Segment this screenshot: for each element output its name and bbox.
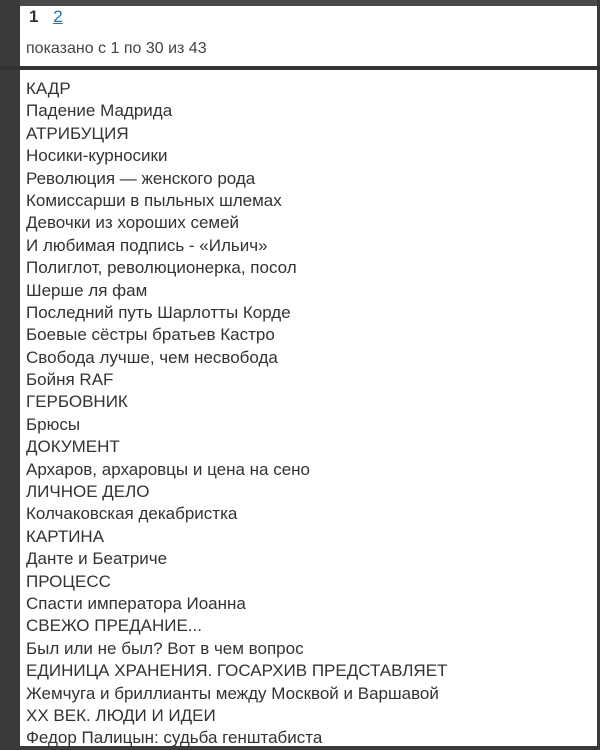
list-item[interactable]: Спасти императора Иоанна — [26, 593, 246, 613]
list-item[interactable]: ЛИЧНОЕ ДЕЛО — [26, 482, 150, 502]
list-item[interactable]: СВЕЖО ПРЕДАНИЕ... — [26, 616, 202, 636]
list-separator — [0, 66, 600, 70]
pagination-area — [26, 6, 586, 60]
list-item[interactable]: XX ВЕК. ЛЮДИ И ИДЕИ — [26, 705, 216, 725]
list-item[interactable]: ГЕРБОВНИК — [26, 392, 128, 412]
list-item[interactable]: Федор Палицын: судьба генштабиста — [26, 728, 323, 748]
list-item[interactable]: ЕДИНИЦА ХРАНЕНИЯ. ГОСАРХИВ ПРЕДСТАВЛЯЕТ — [26, 661, 448, 681]
list-item[interactable]: Колчаковская декабристка — [26, 504, 238, 524]
current-page-number: 1 — [29, 7, 39, 26]
list-item[interactable]: Данте и Беатриче — [26, 549, 168, 569]
list-item[interactable]: Носики-курносики — [26, 146, 168, 166]
list-item[interactable]: КАРТИНА — [26, 526, 105, 546]
results-count-text: показано с 1 по 30 из 43 — [26, 40, 207, 57]
list-item[interactable]: ДОКУМЕНТ — [26, 437, 120, 457]
list-item[interactable]: Революция — женского рода — [26, 168, 256, 188]
article-list — [26, 78, 447, 750]
list-item[interactable]: Девочки из хороших семей — [26, 213, 240, 233]
list-item[interactable]: Жемчуга и бриллианты между Москвой и Варшавой — [26, 683, 439, 703]
list-item[interactable]: Архаров, архаровцы и цена на сено — [26, 459, 311, 479]
list-item[interactable]: И любимая подпись - «Ильич» — [26, 235, 268, 255]
list-item[interactable]: Полиглот, революционерка, посол — [26, 258, 297, 278]
list-item[interactable]: Бойня RAF — [26, 370, 114, 390]
list-item[interactable]: Боевые сёстры братьев Кастро — [26, 325, 275, 345]
list-item[interactable]: Шерше ля фам — [26, 280, 148, 300]
list-item[interactable]: Был или не был? Вот в чем вопрос — [26, 638, 304, 658]
list-item[interactable]: КАДР — [26, 79, 71, 98]
left-frame-border — [0, 0, 20, 750]
pager — [26, 6, 586, 28]
list-item[interactable]: Падение Мадрида — [26, 101, 173, 121]
list-item[interactable]: Последний путь Шарлотты Корде — [26, 302, 291, 322]
list-item[interactable]: ПРОЦЕСС — [26, 571, 111, 591]
list-item[interactable]: Брюсы — [26, 414, 81, 434]
list-item[interactable]: АТРИБУЦИЯ — [26, 123, 129, 143]
list-item[interactable]: Комиссарши в пыльных шлемах — [26, 190, 282, 210]
list-item[interactable]: Свобода лучше, чем несвобода — [26, 347, 278, 367]
page-link-2[interactable]: 2 — [53, 7, 63, 26]
